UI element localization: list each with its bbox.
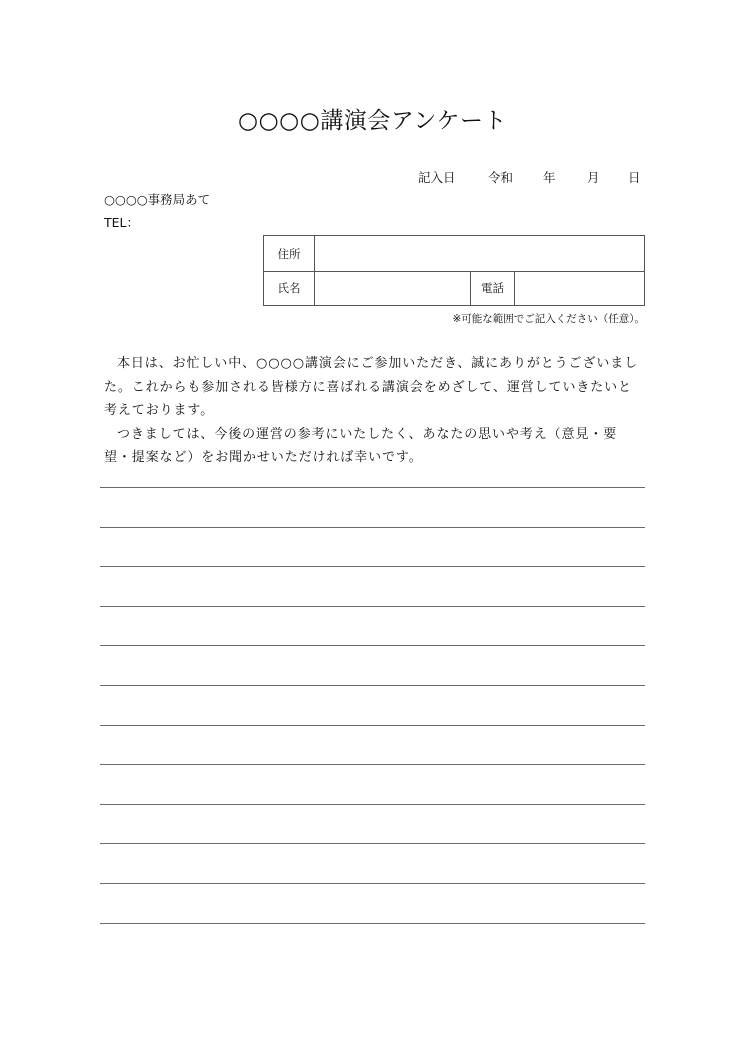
entry-date-row [418,170,641,186]
respondent-info-table [263,235,645,306]
page-title: ○○○○講演会アンケート [238,108,507,134]
name-label: 氏名 [264,271,315,305]
tel-label: TEL： [104,215,139,230]
year-label: 年 [543,170,556,185]
answer-line [100,883,645,884]
month-label: 月 [587,170,600,185]
phone-label: 電話 [471,271,515,305]
name-phone-row [264,271,644,305]
phone-field[interactable] [515,271,644,305]
intro-paragraph-2: つきましては、今後の運営の参考にいたしたく、あなたの思いや考え（意見・要望・提案など）をお聞かせいただければ幸いです。 [104,426,618,465]
optional-note: ※可能な範囲でご記入ください（任意）。 [452,313,645,325]
answer-line [100,645,645,646]
address-field[interactable] [315,236,644,271]
era-label: 令和 [488,170,514,185]
answer-line [100,685,645,686]
address-label: 住所 [264,236,315,271]
address-row [264,236,644,272]
answer-line [100,804,645,805]
recipient: ○○○○事務局あて [104,192,211,207]
answer-line [100,764,645,765]
intro-text [104,352,644,470]
entry-date-label: 記入日 [418,170,456,185]
answer-line [100,725,645,726]
answer-line [100,527,645,528]
answer-line [100,923,645,924]
answer-line [100,843,645,844]
day-label: 日 [628,170,641,185]
intro-paragraph-1: 本日は、お忙しい中、○○○○講演会にご参加いただき、誠にありがとうございました。これからも参加される皆様方に喜ばれる講演会をめざして、運営していきたいと考えております。 [104,356,639,418]
answer-line [100,606,645,607]
name-field[interactable] [315,271,471,305]
answer-line [100,487,645,488]
answer-line [100,566,645,567]
